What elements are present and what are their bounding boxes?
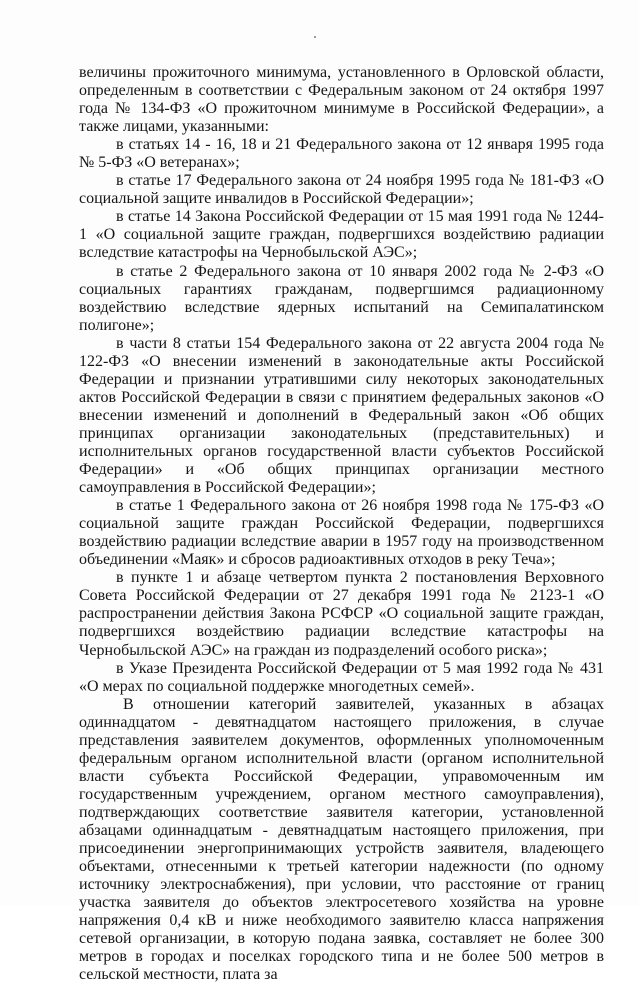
document-body bbox=[79, 64, 604, 984]
paragraph-mayak-law: в статье 1 Федерального закона от 26 ноября 1998 года № 175-ФЗ «О социальной защите граждан Российской Федерации, подвергшихся воздействию радиации вследствие аварии в 1957 году на производственном объединении «Маяк» и сбросов радиоактивных отходов в реку Теча»; bbox=[79, 497, 604, 569]
paragraph-applicant-categories: В отношении категорий заявителей, указанных в абзацах одиннадцатом - девятнадцатом настоящего приложения, в случае представления заявителем документов, оформленных уполномоченным федеральным органом исполнительной власти (органом исполнительной власти субъекта Российской Федерации, управомоченным им государственным учреждением, органом местного самоуправления), подтверждающих соответствие заявителя категории, установленной абзацами одиннадцатым - девятнадцатым настоящего приложения, при присоединении энергопринимающих устройств заявителя, владеющего объектами, отнесенными к третьей категории надежности (по одному источнику электроснабжения), при условии, что расстояние от границ участка заявителя до объектов электросетевого хозяйства на уровне напряжения 0,4 кВ и ниже необходимого заявителю класса напряжения сетевой организации, в которую подана заявка, составляет не более 300 метров в городах и поселках городского типа и не более 500 метров в сельской местности, плата за bbox=[79, 695, 604, 984]
paragraph-special-risk: в пункте 1 и абзаце четвертом пункта 2 постановления Верховного Совета Российской Федерации от 27 декабря 1991 года № 2123-1 «О распространении действия Закона РСФСР «О социальной защите граждан, подвергшихся воздействию радиации вследствие катастрофы на Чернобыльской АЭС» на граждан из подразделений особого риска»; bbox=[79, 569, 604, 659]
scan-speck bbox=[314, 36, 316, 38]
paragraph-veterans-law: в статьях 14 - 16, 18 и 21 Федерального закона от 12 января 1995 года № 5-ФЗ «О ветеранах»; bbox=[79, 136, 604, 172]
paragraph-semipalatinsk-law: в статье 2 Федерального закона от 10 января 2002 года № 2-ФЗ «О социальных гарантиях гражданам, подвергшимся радиационному воздействию вследствие ядерных испытаний на Семипалатинском полигоне»; bbox=[79, 262, 604, 334]
paragraph-disabled-law: в статье 17 Федерального закона от 24 ноября 1995 года № 181-ФЗ «О социальной защите инвалидов в Российской Федерации»; bbox=[79, 172, 604, 208]
paragraph-122-fz: в части 8 статьи 154 Федерального закона от 22 августа 2004 года № 122-ФЗ «О внесении изменений в законодательные акты Российской Федерации и признании утратившими силу некоторых законодательных актов Российской Федерации в связи с принятием федеральных законов «О внесении изменений и дополнений в Федеральный закон «Об общих принципах организации законодательных (представительных) и исполнительных органов государственной власти субъектов Российской Федерации» и «Об общих принципах организации местного самоуправления в Российской Федерации»; bbox=[79, 334, 604, 497]
paragraph-continuation: величины прожиточного минимума, установленного в Орловской области, определенным в соответствии с Федеральным законом от 24 октября 1997 года № 134-ФЗ «О прожиточном минимуме в Российской Федерации», а также лицами, указанными: bbox=[79, 64, 604, 136]
paragraph-large-families-decree: в Указе Президента Российской Федерации от 5 мая 1992 года № 431 «О мерах по социальной поддержке многодетных семей». bbox=[79, 659, 604, 695]
paragraph-chernobyl-law: в статье 14 Закона Российской Федерации от 15 мая 1991 года № 1244-1 «О социальной защите граждан, подвергшихся воздействию радиации вследствие катастрофы на Чернобыльской АЭС»; bbox=[79, 208, 604, 262]
